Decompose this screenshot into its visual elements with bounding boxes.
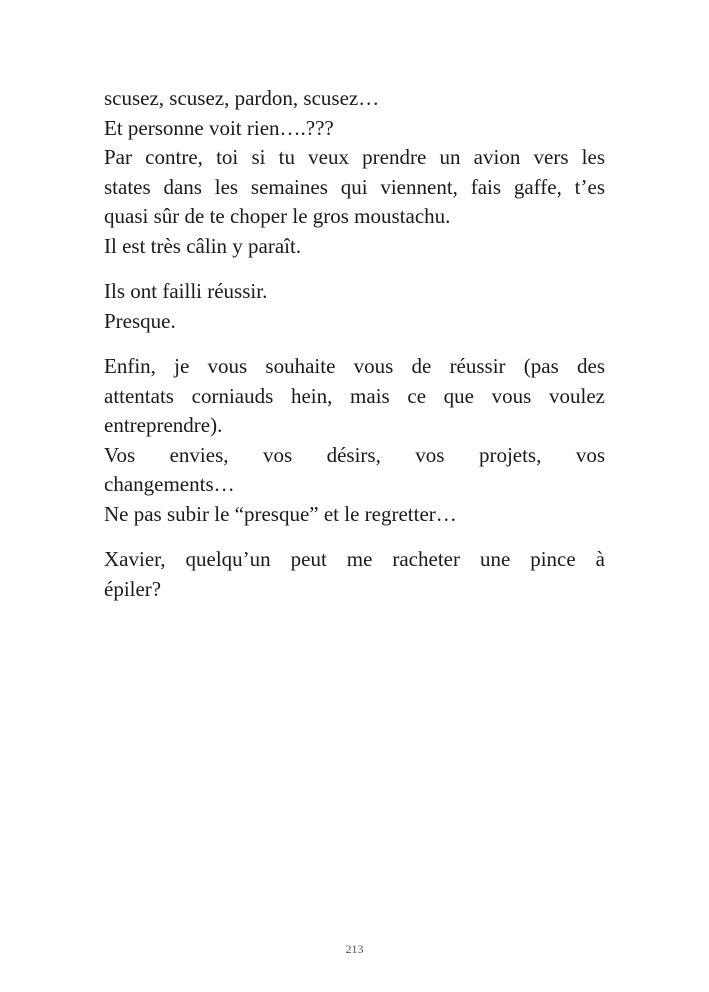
paragraph-1	[104, 84, 605, 261]
text-line: Enfin, je vous souhaite vous de réussir (pas des	[104, 354, 605, 378]
text-line: Il est très câlin y paraît.	[104, 233, 302, 258]
paragraph-3	[104, 352, 605, 529]
text-line: entreprendre).	[104, 413, 223, 437]
text-line: Xavier, quelqu’un peut me racheter une pince à	[104, 547, 605, 571]
text-line: attentats corniauds hein, mais ce que vous voulez	[104, 383, 605, 408]
text-line: Vos envies, vos désirs, vos projets, vos	[104, 442, 605, 467]
paragraph-4	[104, 545, 605, 604]
text-line: Par contre, toi si tu veux prendre un avion vers les	[104, 145, 605, 169]
body-text	[104, 84, 605, 620]
paragraph-2	[104, 277, 605, 336]
text-line: Ne pas subir le “presque” et le regretter…	[104, 501, 457, 526]
text-line: épiler?	[104, 576, 162, 601]
text-line: Et personne voit rien….???	[104, 115, 334, 140]
page-number: 213	[345, 942, 364, 956]
text-line: quasi sûr de te choper le gros moustachu.	[104, 204, 451, 228]
text-line: states dans les semaines qui viennent, fais gaffe, t’es	[104, 174, 605, 199]
text-line: Ils ont failli réussir.	[104, 279, 268, 303]
text-line: changements…	[104, 472, 235, 496]
text-line: Presque.	[104, 308, 176, 333]
text-line: scusez, scusez, pardon, scusez…	[104, 86, 380, 110]
